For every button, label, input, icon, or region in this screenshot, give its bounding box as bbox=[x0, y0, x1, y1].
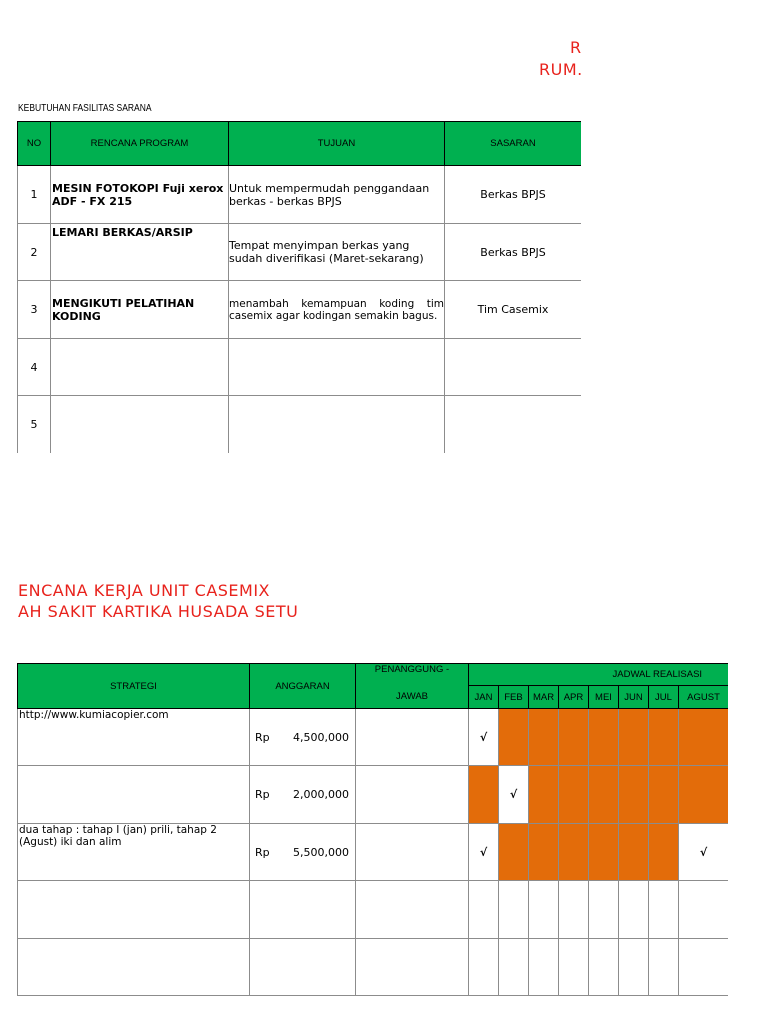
row-sasaran: Tim Casemix bbox=[445, 281, 582, 339]
schedule-cell bbox=[529, 881, 559, 939]
table2-body bbox=[18, 709, 729, 996]
table-row bbox=[18, 881, 729, 939]
header-strategi: STRATEGI bbox=[18, 664, 250, 709]
title-line1-top: R bbox=[570, 38, 582, 57]
row-strategi bbox=[18, 881, 250, 939]
row-amount: 5,500,000 bbox=[293, 845, 349, 859]
row-no: 4 bbox=[18, 339, 51, 396]
row-strategi: http://www.kumiacopier.com bbox=[18, 709, 250, 766]
row-sasaran: Berkas BPJS bbox=[445, 224, 582, 281]
title-line2-top: RUM. bbox=[539, 60, 583, 79]
month-mar: MAR bbox=[529, 686, 559, 709]
row-tujuan: menambah kemampuan koding tim casemix agar kodingan semakin bagus. bbox=[229, 281, 445, 339]
schedule-cell bbox=[589, 881, 619, 939]
row-amount: 4,500,000 bbox=[293, 730, 349, 744]
row-tujuan bbox=[229, 339, 445, 396]
header-no: NO bbox=[18, 122, 51, 166]
row-currency: Rp bbox=[255, 788, 270, 801]
schedule-cell bbox=[469, 939, 499, 996]
row-program bbox=[51, 339, 229, 396]
schedule-cell bbox=[529, 939, 559, 996]
header-jadwal-realisasi: JADWAL REALISASI bbox=[469, 664, 729, 686]
row-strategi bbox=[18, 766, 250, 824]
schedule-cell bbox=[469, 766, 499, 824]
row-no: 3 bbox=[18, 281, 51, 339]
header-tujuan: TUJUAN bbox=[229, 122, 445, 166]
row-no: 1 bbox=[18, 166, 51, 224]
table2-header-row-1 bbox=[18, 664, 729, 686]
schedule-cell bbox=[559, 824, 589, 881]
schedule-cell bbox=[469, 881, 499, 939]
schedule-cell bbox=[679, 766, 729, 824]
schedule-cell bbox=[589, 939, 619, 996]
schedule-cell bbox=[679, 881, 729, 939]
row-penanggung-jawab bbox=[356, 824, 469, 881]
section-label: KEBUTUHAN FASILITAS SARANA bbox=[18, 103, 152, 114]
header-rencana-program: RENCANA PROGRAM bbox=[51, 122, 229, 166]
table-row bbox=[18, 766, 729, 824]
schedule-cell bbox=[649, 766, 679, 824]
row-penanggung-jawab bbox=[356, 766, 469, 824]
row-strategi: dua tahap : tahap I (jan) prili, tahap 2 (Agust) iki dan alim bbox=[18, 824, 250, 881]
schedule-cell bbox=[619, 881, 649, 939]
schedule-cell bbox=[499, 824, 529, 881]
month-agust: AGUST bbox=[679, 686, 729, 709]
schedule-cell bbox=[499, 709, 529, 766]
row-no: 5 bbox=[18, 396, 51, 454]
header-jawab: JAWAB bbox=[356, 686, 469, 709]
row-currency: Rp bbox=[255, 730, 270, 744]
row-strategi bbox=[18, 939, 250, 996]
row-penanggung-jawab bbox=[356, 881, 469, 939]
strategy-table bbox=[17, 663, 728, 996]
row-program: MESIN FOTOKOPI Fuji xerox ADF - FX 215 bbox=[51, 166, 229, 224]
schedule-cell bbox=[619, 939, 649, 996]
row-sasaran bbox=[445, 396, 582, 454]
schedule-cell bbox=[559, 766, 589, 824]
header-anggaran: ANGGARAN bbox=[250, 664, 356, 709]
schedule-cell bbox=[649, 709, 679, 766]
schedule-cell bbox=[559, 709, 589, 766]
schedule-cell bbox=[679, 939, 729, 996]
month-feb: FEB bbox=[499, 686, 529, 709]
table2-container bbox=[17, 663, 728, 997]
schedule-cell bbox=[619, 709, 649, 766]
schedule-cell bbox=[589, 824, 619, 881]
schedule-cell bbox=[649, 939, 679, 996]
check-mark: √ bbox=[469, 709, 499, 766]
table-row bbox=[18, 281, 582, 339]
check-mark: √ bbox=[499, 766, 529, 824]
row-tujuan bbox=[229, 396, 445, 454]
schedule-cell bbox=[559, 939, 589, 996]
table1-container bbox=[17, 121, 581, 453]
row-anggaran bbox=[250, 766, 356, 824]
table-row bbox=[18, 824, 729, 881]
header-penanggung: PENANGGUNG - bbox=[356, 664, 469, 686]
title-line2-bottom: AH SAKIT KARTIKA HUSADA SETU bbox=[18, 602, 299, 621]
month-jul: JUL bbox=[649, 686, 679, 709]
title-line1-bottom: ENCANA KERJA UNIT CASEMIX bbox=[18, 581, 271, 600]
row-sasaran: Berkas BPJS bbox=[445, 166, 582, 224]
schedule-cell bbox=[649, 881, 679, 939]
row-currency: Rp bbox=[255, 845, 270, 859]
schedule-cell bbox=[499, 881, 529, 939]
table-row bbox=[18, 166, 582, 224]
schedule-cell bbox=[559, 881, 589, 939]
table1-header-row bbox=[18, 122, 582, 166]
schedule-cell bbox=[589, 709, 619, 766]
table-row bbox=[18, 709, 729, 766]
header-sasaran: SASARAN bbox=[445, 122, 582, 166]
facility-table bbox=[17, 121, 581, 453]
row-anggaran bbox=[250, 939, 356, 996]
month-mei: MEI bbox=[589, 686, 619, 709]
check-mark: √ bbox=[679, 824, 729, 881]
month-jan: JAN bbox=[469, 686, 499, 709]
schedule-cell bbox=[619, 824, 649, 881]
table-row bbox=[18, 224, 582, 281]
row-anggaran bbox=[250, 709, 356, 766]
schedule-cell bbox=[499, 939, 529, 996]
row-program: MENGIKUTI PELATIHAN KODING bbox=[51, 281, 229, 339]
month-jun: JUN bbox=[619, 686, 649, 709]
schedule-cell bbox=[529, 766, 559, 824]
table-row bbox=[18, 939, 729, 996]
row-penanggung-jawab bbox=[356, 709, 469, 766]
schedule-cell bbox=[529, 709, 559, 766]
row-anggaran bbox=[250, 881, 356, 939]
table-row bbox=[18, 396, 582, 454]
schedule-cell bbox=[649, 824, 679, 881]
row-program bbox=[51, 396, 229, 454]
row-tujuan: Untuk mempermudah penggandaan berkas - berkas BPJS bbox=[229, 166, 445, 224]
row-no: 2 bbox=[18, 224, 51, 281]
month-apr: APR bbox=[559, 686, 589, 709]
schedule-cell bbox=[619, 766, 649, 824]
check-mark: √ bbox=[469, 824, 499, 881]
row-amount: 2,000,000 bbox=[293, 788, 349, 801]
row-program: LEMARI BERKAS/ARSIP bbox=[51, 224, 229, 281]
schedule-cell bbox=[679, 709, 729, 766]
table-row bbox=[18, 339, 582, 396]
row-penanggung-jawab bbox=[356, 939, 469, 996]
row-tujuan: Tempat menyimpan berkas yang sudah diverifikasi (Maret-sekarang) bbox=[229, 224, 445, 281]
schedule-cell bbox=[529, 824, 559, 881]
schedule-cell bbox=[589, 766, 619, 824]
row-anggaran bbox=[250, 824, 356, 881]
row-sasaran bbox=[445, 339, 582, 396]
